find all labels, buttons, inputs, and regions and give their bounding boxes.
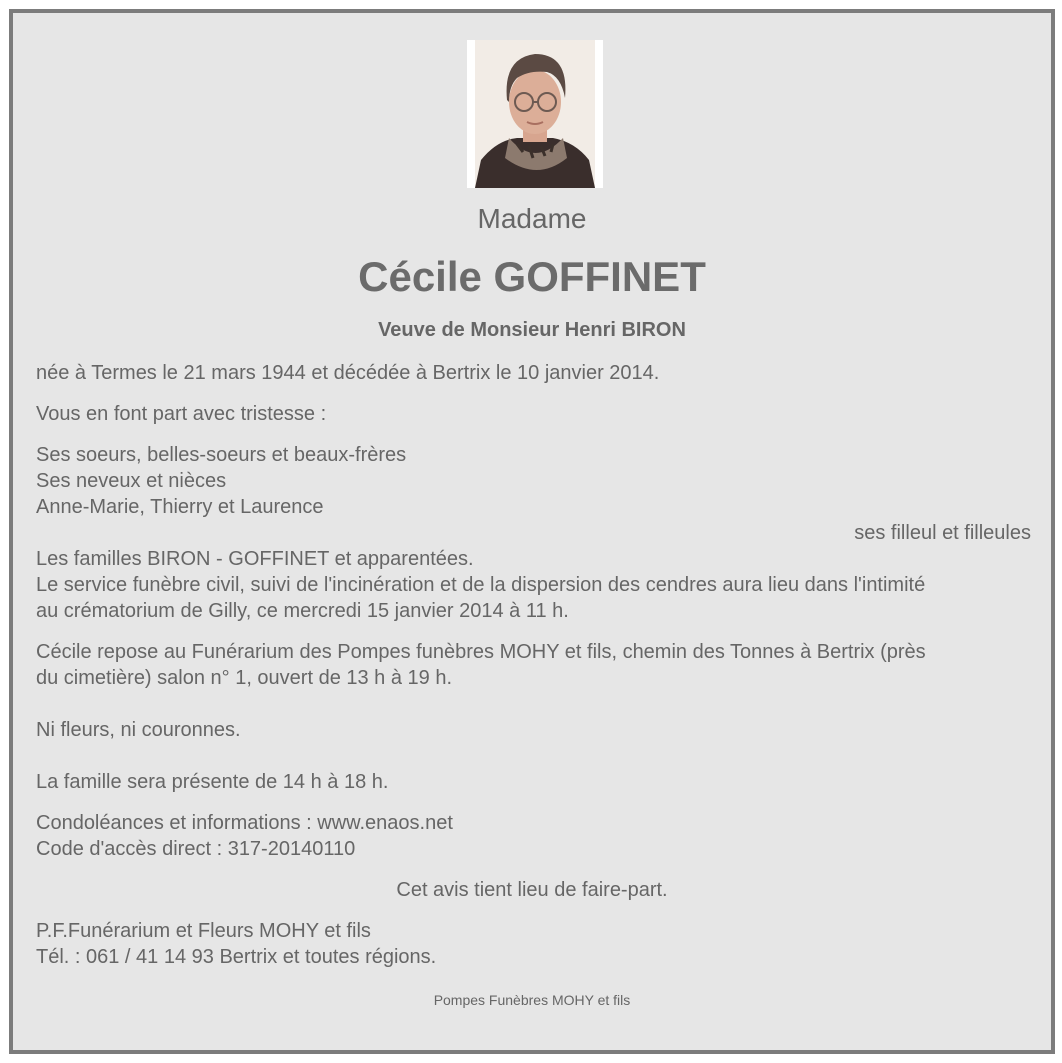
funeral-home-line: P.F.Funérarium et Fleurs MOHY et fils [36, 920, 371, 942]
service-line: Le service funèbre civil, suivi de l'incinération et de la dispersion des cendres aura lieu dans l'intimité [36, 574, 926, 596]
spouse-line: Veuve de Monsieur Henri BIRON [378, 319, 686, 341]
footer-credit: Pompes Funèbres MOHY et fils [433, 992, 631, 1008]
birth-death-line: née à Termes le 21 mars 1944 et décédée à Bertrix le 10 janvier 2014. [36, 362, 660, 384]
family-line: Ses neveux et nièces [36, 470, 227, 492]
deceased-name: Cécile GOFFINET [358, 253, 706, 300]
godchildren-line: ses filleul et filleules [854, 522, 1031, 544]
rest-line: Cécile repose au Funérarium des Pompes funèbres MOHY et fils, chemin des Tonnes à Bertrix (près [36, 641, 926, 663]
obituary-card [9, 9, 1055, 1054]
portrait-image [467, 40, 603, 188]
service-line: au crématorium de Gilly, ce mercredi 15 janvier 2014 à 11 h. [36, 600, 569, 622]
family-line: Ses soeurs, belles-soeurs et beaux-frères [36, 444, 407, 466]
faire-part-line: Cet avis tient lieu de faire-part. [396, 879, 668, 901]
intro-line: Vous en font part avec tristesse : [36, 403, 327, 425]
condolences-line: Condoléances et informations : www.enaos.net [36, 812, 453, 834]
family-line: Anne-Marie, Thierry et Laurence [36, 496, 324, 518]
honorific: Madame [477, 203, 587, 234]
phone-line: Tél. : 061 / 41 14 93 Bertrix et toutes régions. [36, 946, 437, 968]
rest-line: du cimetière) salon n° 1, ouvert de 13 h à 19 h. [36, 667, 453, 689]
access-code-line: Code d'accès direct : 317-20140110 [36, 838, 356, 860]
portrait-photo [467, 40, 603, 188]
families-line: Les familles BIRON - GOFFINET et apparentées. [36, 548, 474, 570]
presence-line: La famille sera présente de 14 h à 18 h. [36, 771, 389, 793]
flowers-line: Ni fleurs, ni couronnes. [36, 719, 241, 741]
